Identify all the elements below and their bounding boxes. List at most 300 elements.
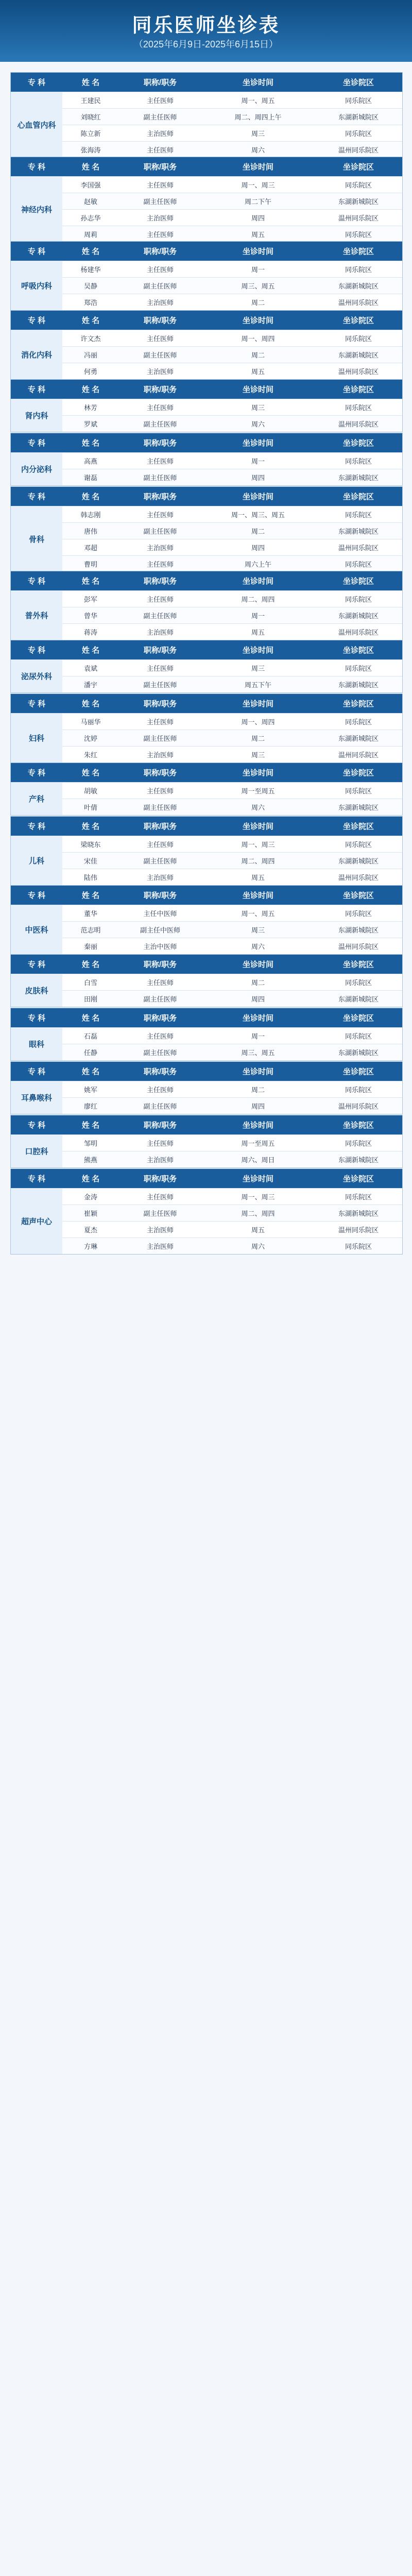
table-row (11, 1151, 402, 1168)
schedule-table (11, 955, 402, 1007)
column-header-time: 坐诊时间 (201, 157, 315, 177)
cell-place: 同乐院区 (315, 783, 402, 799)
cell-name: 熊燕 (62, 1151, 119, 1168)
cell-place: 温州同乐院区 (315, 294, 402, 311)
dept-name: 超声中心 (11, 1189, 62, 1255)
cell-title: 主治医师 (119, 869, 201, 886)
cell-name: 廖红 (62, 1098, 119, 1114)
cell-title: 主治医师 (119, 125, 201, 142)
column-header-place: 坐诊院区 (315, 817, 402, 836)
dept-name: 肾内科 (11, 399, 62, 432)
cell-time: 周四 (201, 469, 315, 486)
column-header-dept: 专 科 (11, 1008, 62, 1028)
column-header-time: 坐诊时间 (201, 242, 315, 261)
column-header-name: 姓 名 (62, 1062, 119, 1081)
column-header-place: 坐诊院区 (315, 763, 402, 783)
column-header-dept: 专 科 (11, 955, 62, 974)
cell-time: 周三 (201, 922, 315, 938)
column-header-time: 坐诊时间 (201, 763, 315, 783)
cell-time: 周三、周五 (201, 278, 315, 294)
cell-name: 邹明 (62, 1135, 119, 1151)
column-header-title: 职称/职务 (119, 571, 201, 591)
cell-name: 何勇 (62, 363, 119, 380)
table-row (11, 869, 402, 886)
column-header-title: 职称/职务 (119, 1115, 201, 1135)
table-header-row (11, 433, 402, 453)
cell-title: 主任医师 (119, 1189, 201, 1205)
cell-place: 同乐院区 (315, 1189, 402, 1205)
column-header-time: 坐诊时间 (201, 73, 315, 92)
cell-time: 周二、周四上午 (201, 109, 315, 125)
schedule-table (11, 73, 402, 158)
cell-time: 周二、周四 (201, 853, 315, 869)
column-header-name: 姓 名 (62, 955, 119, 974)
cell-name: 冯丽 (62, 347, 119, 363)
column-header-time: 坐诊时间 (201, 1115, 315, 1135)
column-header-place: 坐诊院区 (315, 1062, 402, 1081)
table-row (11, 399, 402, 416)
column-header-title: 职称/职务 (119, 955, 201, 974)
cell-title: 主任医师 (119, 556, 201, 572)
cell-time: 周一、周三 (201, 177, 315, 193)
column-header-place: 坐诊院区 (315, 1169, 402, 1189)
cell-place: 温州同乐院区 (315, 416, 402, 432)
dept-section (10, 379, 403, 432)
cell-time: 周一至周五 (201, 1135, 315, 1151)
table-row (11, 506, 402, 523)
schedule-table (11, 157, 402, 242)
dept-name: 心血管内科 (11, 92, 62, 158)
cell-time: 周二 (201, 523, 315, 539)
cell-title: 主任医师 (119, 1135, 201, 1151)
column-header-place: 坐诊院区 (315, 640, 402, 660)
schedule-table (11, 817, 402, 885)
column-header-title: 职称/职务 (119, 487, 201, 506)
column-header-name: 姓 名 (62, 1115, 119, 1135)
cell-time: 周六 (201, 142, 315, 158)
table-row (11, 142, 402, 158)
schedule-table (11, 1008, 402, 1060)
table-row (11, 660, 402, 676)
column-header-place: 坐诊院区 (315, 571, 402, 591)
cell-title: 副主任医师 (119, 1044, 201, 1061)
column-header-name: 姓 名 (62, 73, 119, 92)
cell-title: 副主任医师 (119, 416, 201, 432)
cell-title: 主任医师 (119, 1081, 201, 1098)
cell-title: 副主任医师 (119, 1205, 201, 1222)
column-header-time: 坐诊时间 (201, 311, 315, 330)
page-title: 同乐医师坐诊表 (132, 15, 280, 37)
cell-time: 周四 (201, 539, 315, 556)
dept-name: 泌尿外科 (11, 660, 62, 693)
table-row (11, 210, 402, 226)
table-row (11, 363, 402, 380)
cell-place: 温州同乐院区 (315, 142, 402, 158)
table-header-row (11, 886, 402, 905)
table-row (11, 261, 402, 278)
cell-place: 同乐院区 (315, 506, 402, 523)
cell-title: 主治医师 (119, 363, 201, 380)
table-header-row (11, 955, 402, 974)
cell-time: 周二、周四 (201, 591, 315, 607)
column-header-dept: 专 科 (11, 571, 62, 591)
column-header-name: 姓 名 (62, 640, 119, 660)
cell-name: 林芳 (62, 399, 119, 416)
table-header-row (11, 242, 402, 261)
column-header-name: 姓 名 (62, 1169, 119, 1189)
cell-title: 副主任医师 (119, 523, 201, 539)
dept-name: 普外科 (11, 591, 62, 640)
cell-place: 同乐院区 (315, 836, 402, 853)
dept-name: 内分泌科 (11, 453, 62, 486)
table-header-row (11, 1062, 402, 1081)
column-header-dept: 专 科 (11, 157, 62, 177)
column-header-time: 坐诊时间 (201, 694, 315, 714)
table-row (11, 469, 402, 486)
cell-time: 周六上午 (201, 556, 315, 572)
cell-name: 曾华 (62, 607, 119, 624)
cell-title: 主任医师 (119, 660, 201, 676)
table-row (11, 1222, 402, 1238)
cell-time: 周二、周四 (201, 1205, 315, 1222)
cell-place: 温州同乐院区 (315, 539, 402, 556)
column-header-dept: 专 科 (11, 73, 62, 92)
table-header-row (11, 694, 402, 714)
table-header-row (11, 73, 402, 92)
cell-title: 副主任医师 (119, 799, 201, 816)
column-header-name: 姓 名 (62, 311, 119, 330)
cell-time: 周五 (201, 363, 315, 380)
table-header-row (11, 1169, 402, 1189)
column-header-name: 姓 名 (62, 1008, 119, 1028)
cell-name: 刘晓红 (62, 109, 119, 125)
cell-time: 周六 (201, 1238, 315, 1255)
column-header-title: 职称/职务 (119, 157, 201, 177)
column-header-name: 姓 名 (62, 487, 119, 506)
cell-time: 周一至周五 (201, 783, 315, 799)
column-header-dept: 专 科 (11, 817, 62, 836)
table-row (11, 799, 402, 816)
dept-section (10, 885, 403, 955)
column-header-title: 职称/职务 (119, 886, 201, 905)
cell-name: 杨建华 (62, 261, 119, 278)
column-header-name: 姓 名 (62, 380, 119, 399)
dept-section (10, 816, 403, 886)
cell-time: 周一 (201, 607, 315, 624)
column-header-title: 职称/职务 (119, 1008, 201, 1028)
cell-title: 主治医师 (119, 210, 201, 226)
cell-name: 谢磊 (62, 469, 119, 486)
cell-time: 周六、周日 (201, 1151, 315, 1168)
table-header-row (11, 640, 402, 660)
cell-place: 东湖新城院区 (315, 853, 402, 869)
cell-place: 东湖新城院区 (315, 193, 402, 210)
cell-title: 主任医师 (119, 974, 201, 991)
dept-section (10, 571, 403, 640)
dept-section (10, 1061, 403, 1114)
cell-title: 主任医师 (119, 92, 201, 109)
cell-place: 同乐院区 (315, 177, 402, 193)
table-row (11, 607, 402, 624)
cell-name: 吴静 (62, 278, 119, 294)
cell-name: 许文杰 (62, 330, 119, 347)
cell-place: 同乐院区 (315, 330, 402, 347)
cell-name: 董华 (62, 905, 119, 922)
dept-name: 眼科 (11, 1028, 62, 1061)
table-row (11, 905, 402, 922)
schedule-table (11, 487, 402, 572)
column-header-time: 坐诊时间 (201, 886, 315, 905)
cell-title: 副主任中医师 (119, 922, 201, 938)
cell-time: 周二 (201, 1081, 315, 1098)
cell-title: 副主任医师 (119, 109, 201, 125)
cell-place: 东湖新城院区 (315, 991, 402, 1007)
cell-title: 副主任医师 (119, 853, 201, 869)
cell-time: 周四 (201, 991, 315, 1007)
cell-title: 主任医师 (119, 591, 201, 607)
column-header-place: 坐诊院区 (315, 433, 402, 453)
cell-title: 主任医师 (119, 142, 201, 158)
cell-name: 田刚 (62, 991, 119, 1007)
table-header-row (11, 763, 402, 783)
table-row (11, 676, 402, 693)
cell-title: 主治医师 (119, 294, 201, 311)
cell-name: 邓超 (62, 539, 119, 556)
schedule-table (11, 311, 402, 379)
column-header-dept: 专 科 (11, 433, 62, 453)
cell-title: 主任医师 (119, 1028, 201, 1044)
cell-place: 东湖新城院区 (315, 109, 402, 125)
column-header-place: 坐诊院区 (315, 73, 402, 92)
cell-name: 郑浩 (62, 294, 119, 311)
table-row (11, 938, 402, 955)
schedule-table (11, 1062, 402, 1114)
cell-place: 温州同乐院区 (315, 747, 402, 763)
cell-time: 周六 (201, 799, 315, 816)
dept-name: 口腔科 (11, 1135, 62, 1168)
column-header-place: 坐诊院区 (315, 694, 402, 714)
cell-name: 张海涛 (62, 142, 119, 158)
column-header-name: 姓 名 (62, 763, 119, 783)
table-row (11, 523, 402, 539)
dept-name: 消化内科 (11, 330, 62, 380)
dept-name: 耳鼻喉科 (11, 1081, 62, 1114)
table-header-row (11, 487, 402, 506)
table-row (11, 1028, 402, 1044)
cell-time: 周三 (201, 660, 315, 676)
table-row (11, 747, 402, 763)
table-row (11, 125, 402, 142)
cell-place: 温州同乐院区 (315, 938, 402, 955)
cell-time: 周五下午 (201, 676, 315, 693)
column-header-name: 姓 名 (62, 242, 119, 261)
cell-title: 主任医师 (119, 226, 201, 243)
column-header-dept: 专 科 (11, 694, 62, 714)
cell-title: 副主任医师 (119, 1098, 201, 1114)
table-row (11, 624, 402, 640)
column-header-dept: 专 科 (11, 311, 62, 330)
cell-name: 秦丽 (62, 938, 119, 955)
cell-place: 温州同乐院区 (315, 869, 402, 886)
dept-section (10, 433, 403, 486)
dept-section (10, 1168, 403, 1255)
cell-place: 温州同乐院区 (315, 363, 402, 380)
cell-place: 东湖新城院区 (315, 607, 402, 624)
column-header-dept: 专 科 (11, 1169, 62, 1189)
dept-section (10, 1008, 403, 1061)
cell-title: 主任医师 (119, 330, 201, 347)
table-row (11, 539, 402, 556)
cell-title: 主任医师 (119, 836, 201, 853)
dept-section (10, 640, 403, 693)
column-header-time: 坐诊时间 (201, 640, 315, 660)
table-row (11, 347, 402, 363)
dept-name: 呼吸内科 (11, 261, 62, 311)
dept-section (10, 310, 403, 380)
dept-name: 神经内科 (11, 177, 62, 243)
cell-title: 主治医师 (119, 1222, 201, 1238)
cell-place: 温州同乐院区 (315, 1098, 402, 1114)
cell-name: 陆伟 (62, 869, 119, 886)
cell-title: 主任医师 (119, 506, 201, 523)
column-header-dept: 专 科 (11, 1115, 62, 1135)
cell-title: 主任医师 (119, 453, 201, 469)
cell-place: 同乐院区 (315, 453, 402, 469)
table-row (11, 974, 402, 991)
column-header-time: 坐诊时间 (201, 1062, 315, 1081)
column-header-title: 职称/职务 (119, 380, 201, 399)
table-row (11, 1098, 402, 1114)
cell-name: 高燕 (62, 453, 119, 469)
dept-name: 产科 (11, 783, 62, 816)
cell-title: 主任医师 (119, 783, 201, 799)
column-header-dept: 专 科 (11, 380, 62, 399)
cell-place: 同乐院区 (315, 399, 402, 416)
cell-name: 赵敏 (62, 193, 119, 210)
cell-name: 胡敏 (62, 783, 119, 799)
cell-name: 姚军 (62, 1081, 119, 1098)
cell-place: 同乐院区 (315, 1238, 402, 1255)
cell-title: 副主任医师 (119, 193, 201, 210)
cell-place: 同乐院区 (315, 1081, 402, 1098)
column-header-name: 姓 名 (62, 694, 119, 714)
cell-name: 沈婷 (62, 730, 119, 747)
cell-time: 周一、周三、周五 (201, 506, 315, 523)
cell-time: 周一、周四 (201, 330, 315, 347)
cell-name: 宋佳 (62, 853, 119, 869)
dept-section (10, 954, 403, 1007)
cell-time: 周二 (201, 347, 315, 363)
column-header-place: 坐诊院区 (315, 242, 402, 261)
table-row (11, 1044, 402, 1061)
table-row (11, 922, 402, 938)
cell-time: 周三 (201, 399, 315, 416)
cell-time: 周五 (201, 1222, 315, 1238)
cell-name: 崔颖 (62, 1205, 119, 1222)
cell-place: 温州同乐院区 (315, 210, 402, 226)
column-header-place: 坐诊院区 (315, 487, 402, 506)
cell-time: 周一、周三 (201, 836, 315, 853)
cell-name: 范志明 (62, 922, 119, 938)
cell-name: 罗斌 (62, 416, 119, 432)
cell-place: 东湖新城院区 (315, 730, 402, 747)
cell-time: 周四 (201, 210, 315, 226)
cell-place: 同乐院区 (315, 1135, 402, 1151)
column-header-title: 职称/职务 (119, 1062, 201, 1081)
column-header-place: 坐诊院区 (315, 380, 402, 399)
cell-place: 东湖新城院区 (315, 922, 402, 938)
cell-name: 陈立新 (62, 125, 119, 142)
cell-title: 主任医师 (119, 261, 201, 278)
table-header-row (11, 571, 402, 591)
column-header-title: 职称/职务 (119, 311, 201, 330)
dept-section (10, 72, 403, 158)
cell-name: 袁斌 (62, 660, 119, 676)
column-header-name: 姓 名 (62, 886, 119, 905)
cell-name: 唐伟 (62, 523, 119, 539)
cell-title: 主任中医师 (119, 905, 201, 922)
cell-place: 东湖新城院区 (315, 523, 402, 539)
cell-time: 周五 (201, 226, 315, 243)
column-header-title: 职称/职务 (119, 763, 201, 783)
table-header-row (11, 1115, 402, 1135)
cell-name: 王建民 (62, 92, 119, 109)
table-row (11, 556, 402, 572)
dept-name: 中医科 (11, 905, 62, 955)
table-row (11, 1081, 402, 1098)
cell-place: 东湖新城院区 (315, 347, 402, 363)
cell-time: 周五 (201, 869, 315, 886)
dept-section (10, 157, 403, 243)
column-header-title: 职称/职务 (119, 817, 201, 836)
cell-title: 主治医师 (119, 624, 201, 640)
cell-name: 曹明 (62, 556, 119, 572)
cell-place: 同乐院区 (315, 905, 402, 922)
cell-place: 同乐院区 (315, 1028, 402, 1044)
table-row (11, 730, 402, 747)
cell-title: 副主任医师 (119, 347, 201, 363)
cell-name: 蒋涛 (62, 624, 119, 640)
cell-title: 主治医师 (119, 1238, 201, 1255)
schedule-table (11, 694, 402, 762)
cell-title: 主任医师 (119, 399, 201, 416)
schedule-table (11, 380, 402, 432)
dept-section (10, 762, 403, 816)
column-header-title: 职称/职务 (119, 1169, 201, 1189)
dept-section (10, 693, 403, 763)
cell-place: 同乐院区 (315, 261, 402, 278)
cell-place: 温州同乐院区 (315, 624, 402, 640)
cell-time: 周一、周五 (201, 905, 315, 922)
column-header-place: 坐诊院区 (315, 1008, 402, 1028)
cell-title: 副主任医师 (119, 607, 201, 624)
column-header-dept: 专 科 (11, 242, 62, 261)
cell-time: 周三、周五 (201, 1044, 315, 1061)
cell-time: 周二下午 (201, 193, 315, 210)
dept-name: 骨科 (11, 506, 62, 572)
cell-name: 马丽华 (62, 714, 119, 730)
cell-place: 同乐院区 (315, 974, 402, 991)
column-header-dept: 专 科 (11, 640, 62, 660)
table-row (11, 109, 402, 125)
cell-name: 朱红 (62, 747, 119, 763)
schedule-table (11, 1169, 402, 1254)
table-row (11, 193, 402, 210)
cell-place: 东湖新城院区 (315, 278, 402, 294)
column-header-title: 职称/职务 (119, 640, 201, 660)
cell-time: 周三 (201, 125, 315, 142)
column-header-name: 姓 名 (62, 571, 119, 591)
